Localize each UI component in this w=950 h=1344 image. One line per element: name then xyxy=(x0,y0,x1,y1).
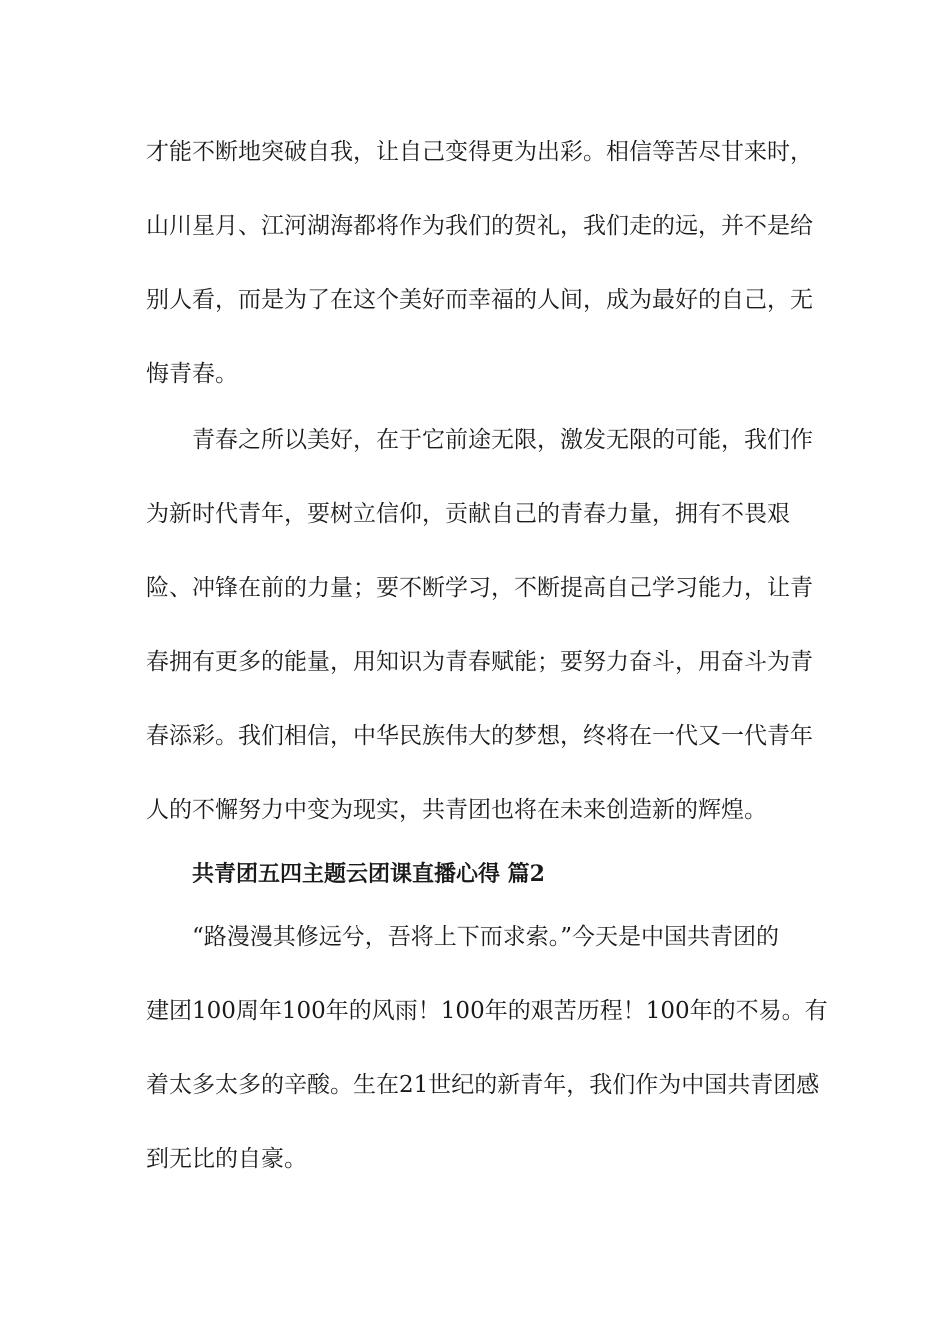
paragraph-1-line-2: 山川星月、江河湖海都将作为我们的贺礼，我们走的远，并不是给 xyxy=(146,213,813,239)
paragraph-2-line-6: 人的不懈努力中变为现实，共青团也将在未来创造新的辉煌。 xyxy=(146,797,767,823)
paragraph-3-line-1: “路漫漫其修远兮，吾将上下而求索。”今天是中国共青团的 xyxy=(192,924,780,950)
paragraph-3-line-2: 建团100周年100年的风雨！100年的艰苦历程！100年的不易。有 xyxy=(146,998,828,1024)
paragraph-2-line-1: 青春之所以美好，在于它前途无限，激发无限的可能，我们作 xyxy=(192,427,813,453)
paragraph-1-line-3: 别人看，而是为了在这个美好而幸福的人间，成为最好的自己，无 xyxy=(146,287,813,313)
paragraph-2-line-3: 险、冲锋在前的力量；要不断学习，不断提高自己学习能力，让青 xyxy=(146,575,813,601)
paragraph-1-line-1: 才能不断地突破自我，让自己变得更为出彩。相信等苦尽甘来时， xyxy=(146,139,813,165)
paragraph-3-line-4: 到无比的自豪。 xyxy=(146,1146,307,1172)
paragraph-2-line-2: 为新时代青年，要树立信仰，贡献自己的青春力量，拥有不畏艰 xyxy=(146,501,790,527)
paragraph-2-line-4: 春拥有更多的能量，用知识为青春赋能；要努力奋斗，用奋斗为青 xyxy=(146,649,813,675)
paragraph-3-line-3: 着太多太多的辛酸。生在21世纪的新青年，我们作为中国共青团感 xyxy=(146,1072,820,1098)
paragraph-1-line-4: 悔青春。 xyxy=(146,361,238,387)
paragraph-2-line-5: 春添彩。我们相信，中华民族伟大的梦想，终将在一代又一代青年 xyxy=(146,723,813,749)
section-heading: 共青团五四主题云团课直播心得 篇2 xyxy=(192,861,545,887)
